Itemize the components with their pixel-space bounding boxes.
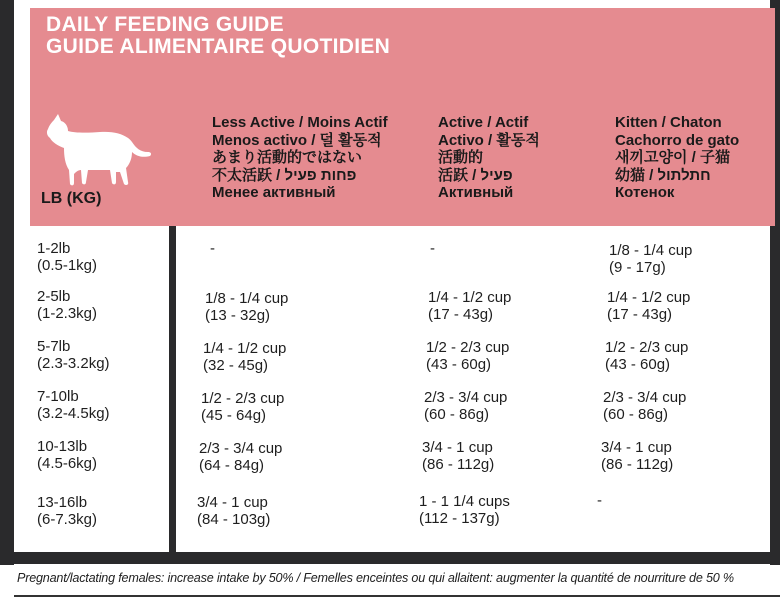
portion-cell-less-active (199, 440, 282, 474)
guide-title (46, 14, 390, 58)
portion-cups: 1/8 - 1/4 cup (205, 290, 289, 307)
portion-grams: (86 - 112g) (601, 456, 674, 473)
footer-rule (14, 595, 780, 597)
header-line: Less Active / Moins Actif (212, 114, 388, 131)
portion-grams: (9 - 17g) (609, 259, 666, 276)
header-line: Kitten / Chaton (615, 114, 722, 131)
portion-cups: 2/3 - 3/4 cup (199, 440, 283, 457)
weight-kg: (3.2-4.5kg) (37, 405, 110, 422)
weight-lb: 13-16lb (37, 494, 88, 511)
portion-cell-kitten (605, 339, 688, 373)
portion-grams: (17 - 43g) (428, 306, 494, 323)
header-line: 새끼고양이 / 子猫 (615, 149, 730, 166)
footer-note: Pregnant/lactating females: increase intake by 50% / Femelles enceintes ou qui allaitent: augmenter la quantité de nourriture de 50 % (17, 571, 734, 585)
portion-cell-kitten (597, 492, 602, 509)
portion-grams: (84 - 103g) (197, 511, 271, 528)
portion-grams: (32 - 45g) (203, 357, 269, 374)
column-header-kitten (615, 114, 739, 202)
header-line: あまり活動的ではない (212, 149, 363, 166)
header-line: Котенок (615, 184, 675, 201)
weight-cell (37, 240, 97, 274)
portion-cell-active (428, 289, 511, 323)
weight-lb: 2-5lb (37, 288, 71, 305)
title-french: GUIDE ALIMENTAIRE QUOTIDIEN (46, 35, 391, 58)
title-english: DAILY FEEDING GUIDE (46, 13, 284, 36)
portion-cell-active (426, 339, 509, 373)
portion-cell-less-active (201, 390, 284, 424)
portion-value: - (210, 240, 215, 257)
frame-bottom-border (14, 552, 770, 564)
portion-cups: 1/4 - 1/2 cup (428, 289, 512, 306)
portion-cell-kitten (607, 289, 690, 323)
portion-grams: (60 - 86g) (603, 406, 669, 423)
portion-grams: (17 - 43g) (607, 306, 673, 323)
portion-cell-less-active (205, 290, 288, 324)
portion-value: - (430, 240, 435, 257)
portion-cell-active (422, 439, 494, 473)
portion-cups: 1/4 - 1/2 cup (203, 340, 287, 357)
weight-lb: 10-13lb (37, 438, 88, 455)
portion-cups: 2/3 - 3/4 cup (603, 389, 687, 406)
header-line: 活跃 / פעיל (438, 166, 513, 184)
weight-kg: (6-7.3kg) (37, 511, 98, 528)
portion-cups: 1/8 - 1/4 cup (609, 242, 693, 259)
portion-grams: (43 - 60g) (426, 356, 492, 373)
weight-lb: 5-7lb (37, 338, 71, 355)
portion-cups: 3/4 - 1 cup (422, 439, 493, 456)
portion-cups: 1/4 - 1/2 cup (607, 289, 691, 306)
header-line: Cachorro de gato (615, 131, 740, 149)
portion-grams: (112 - 137g) (419, 510, 500, 527)
portion-grams: (43 - 60g) (605, 356, 671, 373)
column-header-active (438, 114, 540, 202)
portion-cups: 1/2 - 2/3 cup (201, 390, 285, 407)
cat-silhouette-icon (44, 112, 152, 188)
weight-cell (37, 388, 110, 422)
weight-lb: 1-2lb (37, 240, 71, 257)
frame-left-border (0, 0, 14, 565)
portion-grams: (86 - 112g) (422, 456, 495, 473)
portion-cups: 3/4 - 1 cup (197, 494, 268, 511)
portion-grams: (45 - 64g) (201, 407, 267, 424)
weight-lb: 7-10lb (37, 388, 79, 405)
portion-grams: (60 - 86g) (424, 406, 490, 423)
header-line: Activo / 활동적 (438, 131, 540, 149)
weight-cell (37, 288, 97, 322)
weight-cell (37, 338, 110, 372)
portion-cell-active (419, 493, 510, 527)
portion-cell-active (424, 389, 507, 423)
unit-label: LB (KG) (41, 190, 102, 207)
portion-cups: 1/2 - 2/3 cup (605, 339, 689, 356)
portion-value: - (597, 492, 602, 509)
portion-cell-less-active (210, 240, 215, 257)
header-line: 不太活跃 / פחות פעיל (212, 166, 357, 184)
weight-kg: (2.3-3.2kg) (37, 355, 110, 372)
portion-cups: 2/3 - 3/4 cup (424, 389, 508, 406)
portion-cell-kitten (603, 389, 686, 423)
portion-cell-kitten (609, 242, 692, 276)
portion-cell-active (430, 240, 435, 257)
header-line: 幼猫 / חתלתול (615, 166, 711, 184)
weight-kg: (0.5-1kg) (37, 257, 98, 274)
portion-grams: (64 - 84g) (199, 457, 265, 474)
header-line: 活動的 (438, 149, 484, 166)
header-line: Менее активный (212, 184, 336, 201)
column-divider (169, 226, 176, 556)
weight-cell (37, 494, 97, 528)
weight-kg: (1-2.3kg) (37, 305, 98, 322)
portion-cell-less-active (203, 340, 286, 374)
portion-cups: 1 - 1 1/4 cups (419, 493, 510, 510)
weight-kg: (4.5-6kg) (37, 455, 98, 472)
portion-cell-kitten (601, 439, 673, 473)
portion-cups: 3/4 - 1 cup (601, 439, 672, 456)
portion-cups: 1/2 - 2/3 cup (426, 339, 510, 356)
header-line: Menos activo / 덜 활동적 (212, 131, 382, 149)
weight-cell (37, 438, 97, 472)
portion-grams: (13 - 32g) (205, 307, 271, 324)
column-header-less-active (212, 114, 388, 202)
header-line: Active / Actif (438, 114, 529, 131)
portion-cell-less-active (197, 494, 270, 528)
header-line: Активный (438, 184, 514, 201)
